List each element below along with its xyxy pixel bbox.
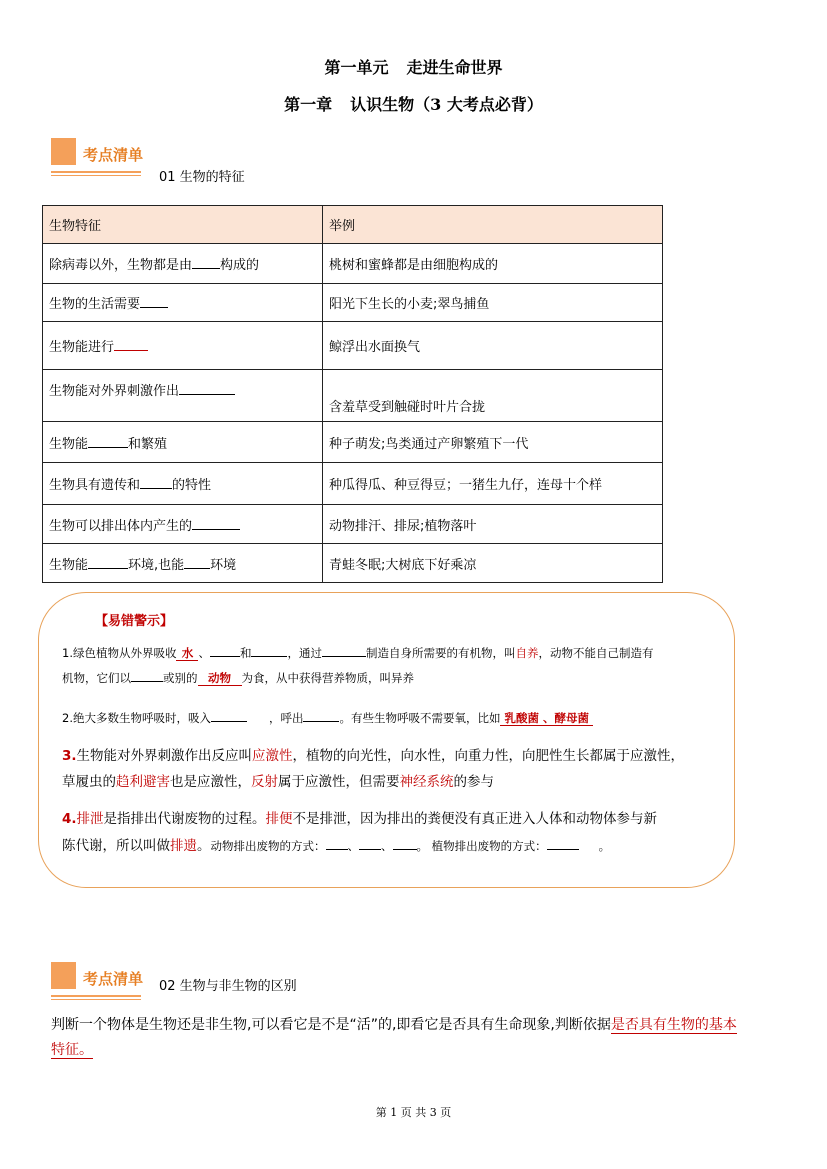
text-segment: ，动物不能自己制造有 [538,646,654,660]
text-segment: 草履虫的 [62,774,116,790]
badge-square-icon [51,962,76,989]
answer-blank [131,670,163,682]
table-cell-feature [43,244,323,284]
table-cell-feature [43,322,323,370]
answer-animal: 动物 [198,672,242,686]
text-segment: ，植物的向光性，向水性，向重力性，向肥性生长都属于应激性， [292,748,685,764]
answer-nervous-system: 神经系统 [399,774,454,790]
table-cell-example: 种瓜得瓜、种豆得豆；一猪生九仔，连母十个样 [323,463,663,505]
text-segment: 或别的 [163,671,198,685]
chapter-name: 认识生物（3 大考点必背） [350,95,543,114]
table-row [43,505,663,544]
answer-water: 水 [176,647,198,661]
table-cell-example: 种子萌发;鸟类通过产卵繁殖下一代 [323,422,663,463]
badge-underline [51,171,141,173]
answer-basis: 是否具有生物的基本 [610,1017,737,1033]
warning-title: 【易错警示】 [95,614,174,629]
answer-irritability: 应激性 [252,748,293,764]
answer-blank [210,645,240,657]
feature-text: 生物能对外界刺激作出 [49,384,180,399]
section2-paragraph-line1 [51,1014,737,1034]
feature-text: 环境,也能 [128,557,185,573]
text-segment: 。 [197,838,211,854]
feature-text: 生物能 [49,557,89,573]
unit-name: 走进生命世界 [406,58,503,77]
answer-blank [140,295,168,308]
answer-excretion: 排泄 [76,811,104,827]
text-segment: 。 植物排出废物的方式： [416,839,547,853]
text-segment: 4. [62,811,77,827]
warning-item4-line1 [62,807,657,827]
unit-title [0,55,827,78]
text-segment: 属于应激性，但需要 [278,774,400,790]
answer-basis-cont: 特征。 [51,1042,93,1058]
table-row [43,322,663,370]
table-row [43,463,663,505]
warning-item2 [62,710,593,726]
table-cell-feature [43,284,323,322]
text-segment: 制造自身所需要的有机物，叫 [365,646,516,660]
answer-blank [88,556,128,569]
warning-item3-line1 [62,744,684,764]
table-cell-example: 青蛙冬眠;大树底下好乘凉 [323,544,663,583]
badge-text: 考点清单 [83,970,144,988]
badge-square-icon [51,138,76,165]
table-cell-example: 阳光下生长的小麦;翠鸟捕鱼 [323,284,663,322]
answer-reflex: 反射 [251,774,278,790]
text-segment: 2.绝大多数生物呼吸时，吸入 [62,711,211,725]
answer-blank [303,710,339,722]
answer-blank [184,556,210,569]
text-segment: 也是应激性， [170,774,251,790]
text-segment: 和 [239,646,252,660]
page-footer: 第 1 页 共 3 页 [375,1106,452,1119]
answer-blank [393,838,417,850]
section2-badge [51,962,161,1002]
text-segment: 、 [198,646,210,660]
table-cell-feature [43,370,323,422]
text-segment: 、 [347,839,359,853]
table-row [43,244,663,284]
table-cell-example: 桃树和蜜蜂都是由细胞构成的 [323,244,663,284]
text-segment: 1.绿色植物从外界吸收 [62,646,177,660]
table-cell-feature [43,505,323,544]
answer-blank [114,338,148,351]
text-segment: 陈代谢，所以叫做 [62,838,170,854]
answer-blank [192,517,240,530]
feature-text: 环境 [210,557,237,573]
feature-text: 生物能 [49,436,89,452]
text-segment: 不是排泄，因为排出的粪便没有真正进入人体和动物体参与新 [292,811,658,827]
text-segment: 。有些生物呼吸不需要氧，比如 [339,711,501,725]
warning-item3-line2 [62,770,494,790]
section1-label: 01 生物的特征 [159,170,245,185]
badge-underline-thin [51,999,141,1000]
answer-blank [322,645,366,657]
text-segment: 3. [62,748,77,764]
section2-paragraph-line2 [51,1042,93,1059]
table-row [43,422,663,463]
feature-text: 的特性 [172,478,212,493]
text-segment: 机物，它们以 [62,671,131,685]
badge-underline [51,995,141,997]
badge-text: 考点清单 [83,146,144,164]
table-header-example: 举例 [323,206,663,244]
table-row [43,284,663,322]
warning-item1-line2 [62,670,414,686]
table-cell-example: 动物排汗、排尿;植物落叶 [323,505,663,544]
text-segment: 判断一个物体是生物还是非生物,可以看它是不是“活”的,即看它是否具有生命现象,判断依据 [51,1017,611,1033]
answer-blank [359,838,381,850]
answer-blank [192,256,220,269]
text-segment: 为食，从中获得营养物质，叫异养 [241,671,414,685]
text-segment: 是指排出代谢废物的过程。 [103,811,266,827]
answer-egestion: 排遗 [170,838,197,854]
table-row [43,370,663,422]
table-cell-feature [43,422,323,463]
answer-autotroph: 自养 [515,646,539,660]
feature-text: 生物的生活需要 [49,297,141,312]
answer-blank [251,645,287,657]
feature-text: 除病毒以外，生物都是由 [49,258,193,273]
table-header-row [43,206,663,244]
text-segment: 的参与 [453,774,494,790]
warning-item4-line2 [62,834,610,854]
warning-item1-line1 [62,645,653,661]
text-segment: 、 [381,839,393,853]
table-cell-example: 鲸浮出水面换气 [323,322,663,370]
text-segment: ，呼出 [268,711,304,725]
chapter-number: 第一章 [284,95,333,114]
table-row [43,544,663,583]
answer-blank [547,838,579,850]
text-segment: 生物能对外界刺激作出反应叫 [76,748,253,764]
table-cell-feature [43,544,323,583]
section1-badge [51,138,161,178]
feature-text: 生物可以排出体内产生的 [49,518,193,534]
table-header-feature: 生物特征 [43,206,323,244]
answer-blank [211,710,247,722]
badge-underline-thin [51,175,141,176]
text-segment: 。 [598,839,611,853]
table-cell-example: 含羞草受到触碰时叶片合拢 [323,370,663,422]
text-segment: 动物排出废物的方式： [210,839,326,853]
answer-blank [140,476,172,489]
feature-text: 生物具有遗传和 [49,478,141,493]
features-table [42,205,663,583]
chapter-title [0,92,827,115]
answer-seek-benefit: 趋利避害 [116,774,170,790]
unit-number: 第一单元 [324,58,389,77]
feature-text: 构成的 [220,258,260,273]
answer-anaerobes: 乳酸菌 、酵母菌 [500,712,593,726]
answer-blank [88,435,128,448]
section2-label: 02 生物与非生物的区别 [159,979,297,994]
text-segment: ，通过 [287,646,322,660]
feature-text: 生物能进行 [49,340,115,355]
feature-text: 和繁殖 [128,436,168,452]
answer-blank [326,838,348,850]
answer-defecation: 排便 [265,811,293,827]
table-cell-feature [43,463,323,505]
answer-blank [179,382,235,395]
